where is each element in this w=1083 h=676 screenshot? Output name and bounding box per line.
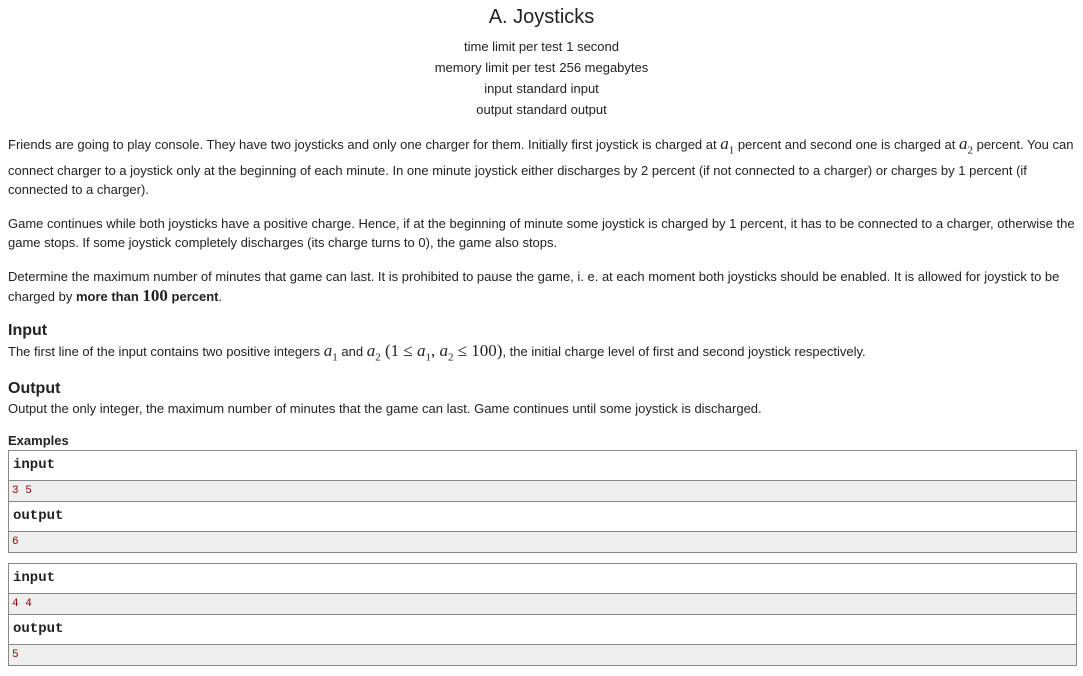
statement-text: percent and second one is charged at xyxy=(734,137,959,152)
math-subscript: 1 xyxy=(728,144,735,157)
example-input-label: input xyxy=(9,451,1076,481)
statement-paragraph-3 xyxy=(8,267,1075,307)
math-constraint: , xyxy=(430,340,440,360)
memory-limit xyxy=(0,57,1083,78)
output-file-label: output xyxy=(476,102,513,117)
problem-statement xyxy=(0,134,1083,666)
math-constraint: ≤ 100) xyxy=(453,340,503,360)
math-symbol: a xyxy=(439,340,448,360)
math-variable xyxy=(323,340,338,364)
statement-text: percent. You can connect charger to a joystick only at the beginning of each minute. In one minute joystick either discharges by 2 percent (if not connected to a charger) or charges by 1 percent (if connected to a charger). xyxy=(8,137,1074,198)
output-file-value: standard output xyxy=(516,102,607,117)
math-subscript: 2 xyxy=(967,144,973,157)
math-subscript: 2 xyxy=(447,351,454,364)
section-text-part: The first line of the input contains two positive integers xyxy=(8,343,324,359)
example-input-value[interactable]: 4 4 xyxy=(9,594,1076,615)
bold-text-part: more than xyxy=(75,289,143,305)
statement-text: Friends are going to play console. They have two joysticks and only one charger for them. Initially first joystick is charged at xyxy=(8,137,721,152)
input-section-title: Input xyxy=(8,321,48,339)
example-output-value[interactable]: 6 xyxy=(9,532,1076,552)
example-output-label: output xyxy=(9,615,1076,645)
math-variable xyxy=(958,134,973,157)
math-symbol: a xyxy=(720,134,729,153)
time-limit-value: 1 second xyxy=(566,39,619,54)
bold-text xyxy=(75,286,219,306)
math-symbol: a xyxy=(323,340,333,360)
example-input-value[interactable]: 3 5 xyxy=(9,481,1076,502)
example-output-label: output xyxy=(9,502,1076,532)
statement-paragraph-1 xyxy=(8,134,1075,200)
math-number: 100 xyxy=(142,286,168,306)
output-section-title: Output xyxy=(8,380,61,398)
example-2 xyxy=(8,563,1077,666)
examples-title: Examples xyxy=(8,433,69,449)
section-text-part: and xyxy=(337,343,367,359)
example-output-value[interactable]: 5 xyxy=(9,645,1076,665)
statement-text: Determine the maximum number of minutes that game can last. It is prohibited to pause the game, i. e. at each moment both joysticks should be enabled. It is allowed for joystick to be charged by xyxy=(8,268,1060,305)
output-file xyxy=(0,99,1083,120)
bold-text-part: percent xyxy=(167,289,219,305)
input-file xyxy=(0,78,1083,99)
math-symbol: a xyxy=(958,134,968,153)
output-section-text: Output the only integer, the maximum number of minutes that the game can last. Game continues until some joystick is discharged. xyxy=(8,401,762,417)
input-section-text xyxy=(8,341,1075,367)
example-input-label: input xyxy=(9,564,1076,594)
input-file-label: input xyxy=(484,81,513,96)
statement-text: . xyxy=(218,289,223,305)
time-limit xyxy=(0,36,1083,57)
memory-limit-label: memory limit per test xyxy=(434,60,556,75)
math-variable xyxy=(720,134,735,157)
problem-header xyxy=(0,0,1083,120)
example-1 xyxy=(8,450,1077,553)
statement-paragraph-2: Game continues while both joysticks have a positive charge. Hence, if at the beginning of minute some joystick is charged by 1 percent, it has to be connected to a charger, otherwise the game stops. If some joystick completely discharges (its charge turns to 0), the game also stops. xyxy=(8,215,1075,251)
math-variable xyxy=(366,340,381,364)
section-text-part: , the initial charge level of first and second joystick respectively. xyxy=(502,343,866,359)
memory-limit-value: 256 megabytes xyxy=(559,60,649,75)
time-limit-label: time limit per test xyxy=(463,39,563,54)
math-constraint: (1 ≤ xyxy=(380,340,417,360)
math-variable xyxy=(439,340,454,364)
math-subscript: 2 xyxy=(375,351,381,364)
math-variable xyxy=(416,340,431,364)
problem-title: A. Joysticks xyxy=(488,6,595,28)
math-subscript: 1 xyxy=(332,351,338,364)
input-file-value: standard input xyxy=(516,81,599,96)
math-subscript: 1 xyxy=(425,351,431,364)
math-symbol: a xyxy=(366,340,376,360)
math-symbol: a xyxy=(416,340,426,360)
